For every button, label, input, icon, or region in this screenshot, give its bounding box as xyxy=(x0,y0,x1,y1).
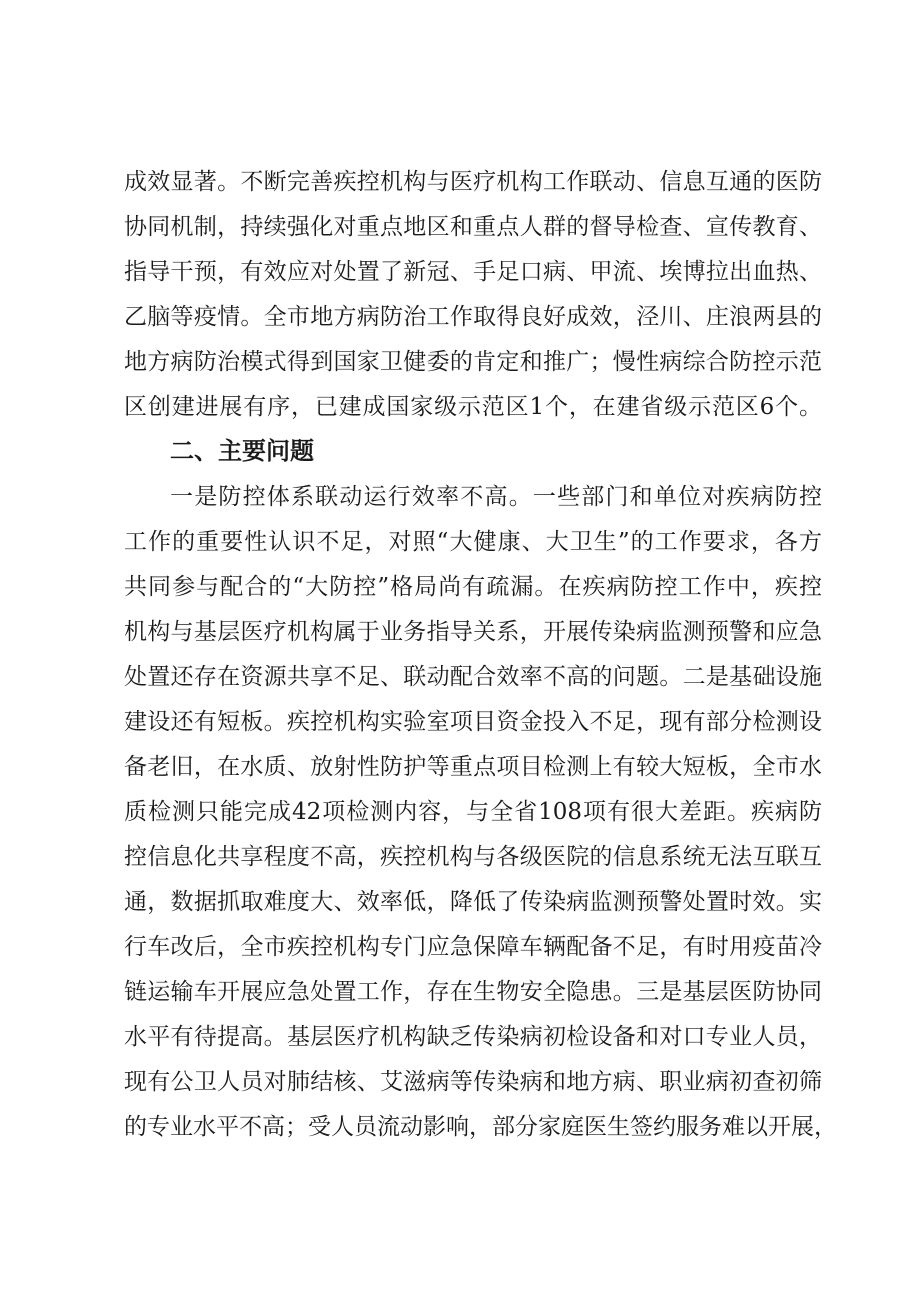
text-line: 通，数据抓取难度大、效率低，降低了传染病监测预警处置时效。实 xyxy=(124,889,822,915)
text-line: 协同机制，持续强化对重点地区和重点人群的督导检查、宣传教育、 xyxy=(124,214,822,240)
text-line: 的专业水平不高；受人员流动影响，部分家庭医生签约服务难以开展， xyxy=(124,1114,837,1140)
text-line: 区创建进展有序，已建成国家级示范区1个，在建省级示范区6个。 xyxy=(124,394,822,420)
text-line: 乙脑等疫情。全市地方病防治工作取得良好成效，泾川、庄浪两县的 xyxy=(124,304,822,330)
paragraph-main-problems xyxy=(124,475,837,1150)
text-line: 共同参与配合的“大防控”格局尚有疏漏。在疾病防控工作中，疾控 xyxy=(124,574,822,600)
text-line: 地方病防治模式得到国家卫健委的肯定和推广；慢性病综合防控示范 xyxy=(124,349,822,375)
text-line: 备老旧，在水质、放射性防护等重点项目检测上有较大短板，全市水 xyxy=(124,754,822,780)
text-line: 指导干预，有效应对处置了新冠、手足口病、甲流、埃博拉出血热、 xyxy=(124,259,822,285)
text-line: 控信息化共享程度不高，疾控机构与各级医院的信息系统无法互联互 xyxy=(124,844,822,870)
paragraph-achievements xyxy=(124,160,822,430)
text-line: 建设还有短板。疾控机构实验室项目资金投入不足，现有部分检测设 xyxy=(124,709,822,735)
text-line: 质检测只能完成42项检测内容，与全省108项有很大差距。疾病防 xyxy=(124,799,822,825)
text-line: 工作的重要性认识不足，对照“大健康、大卫生”的工作要求，各方 xyxy=(124,529,822,555)
section-heading: 二、主要问题 xyxy=(170,437,314,465)
text-line: 行车改后，全市疾控机构专门应急保障车辆配备不足，有时用疫苗冷 xyxy=(124,934,822,960)
text-line: 链运输车开展应急处置工作，存在生物安全隐患。三是基层医防协同 xyxy=(124,979,822,1005)
text-line-first: 一是防控体系联动运行效率不高。一些部门和单位对疾病防控 xyxy=(170,484,822,510)
text-line: 现有公卫人员对肺结核、艾滋病等传染病和地方病、职业病初查初筛 xyxy=(124,1069,822,1095)
text-line: 成效显著。不断完善疾控机构与医疗机构工作联动、信息互通的医防 xyxy=(124,169,822,195)
text-line: 机构与基层医疗机构属于业务指导关系，开展传染病监测预警和应急 xyxy=(124,619,822,645)
text-line: 水平有待提高。基层医疗机构缺乏传染病初检设备和对口专业人员， xyxy=(124,1024,822,1050)
text-line: 处置还存在资源共享不足、联动配合效率不高的问题。二是基础设施 xyxy=(124,664,822,690)
